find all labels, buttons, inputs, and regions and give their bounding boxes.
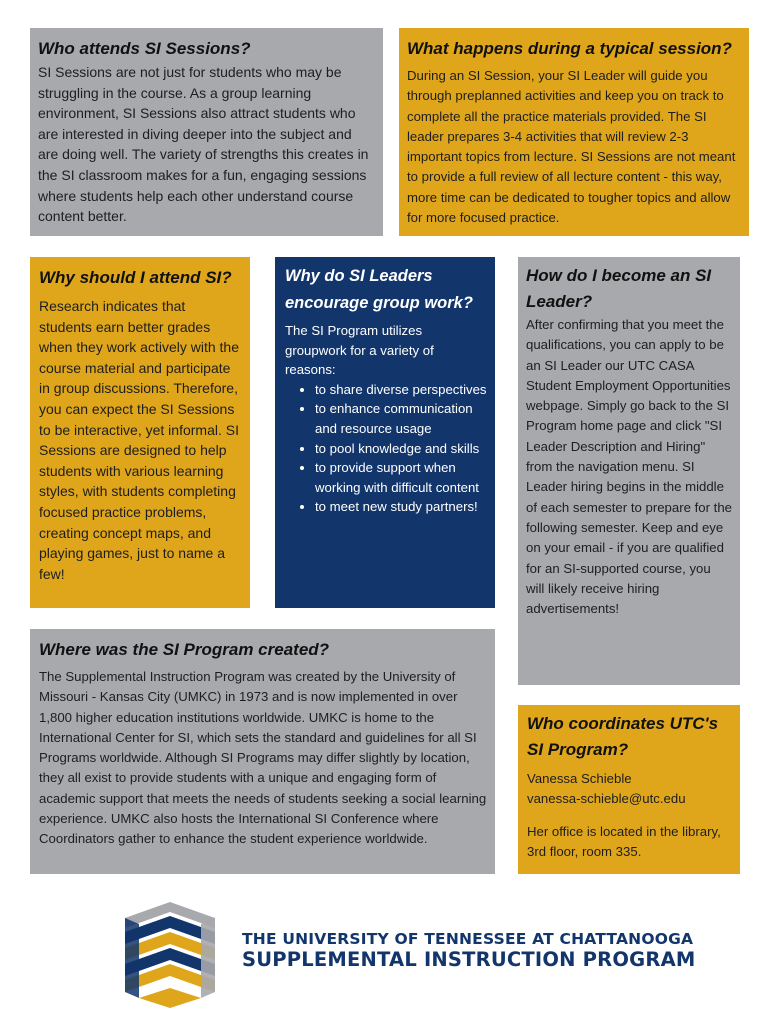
become-leader-card (518, 257, 740, 685)
why-attend-title: Why should I attend SI? (39, 268, 232, 287)
list-item: • to provide support when working with difficult content (315, 458, 487, 497)
list-item: • to share diverse perspectives (315, 380, 487, 400)
coordinator-office: Her office is located in the library, 3rd floor, room 335. (527, 823, 721, 859)
why-attend-card (30, 257, 250, 608)
footer-university-name: THE UNIVERSITY OF TENNESSEE AT CHATTANOOGA (242, 930, 694, 948)
group-work-list (285, 380, 487, 517)
coordinator-card (518, 705, 740, 874)
become-leader-title: How do I become an SI Leader? (526, 266, 712, 311)
created-title: Where was the SI Program created? (39, 640, 330, 659)
coordinator-email[interactable]: vanessa-schieble@utc.edu (527, 791, 686, 807)
utc-si-logo-mark (105, 900, 235, 1010)
created-body: The Supplemental Instruction Program was created by the University of Missouri - Kansas City (UMKC) in 1973 and is now implemented in over 1,800 higher education institutions worldwide. UMKC is home to the International Center for SI, which sets the standard and guidelines for all SI Programs worldwide. Although SI Programs may differ slightly by location, they all exist to provide students with a unique and engaging form of academic support that meets the needs of students seeking a social learning experience. UMKC also hosts the International SI Conference where Coordinators gather to enhance the student experience worldwide. (39, 669, 487, 847)
list-item: • to meet new study partners! (315, 497, 487, 517)
typical-session-title: What happens during a typical session? (407, 39, 732, 58)
group-work-title: Why do SI Leaders encourage group work? (285, 267, 473, 312)
typical-session-card (399, 28, 749, 236)
who-attends-card (30, 28, 383, 236)
who-attends-body: SI Sessions are not just for students who may be struggling in the course. As a group learning environment, SI Sessions also attract students who are interested in diving deeper into the subject and are doing well. The variety of strengths this creates in the SI classroom makes for a fun, engaging sessions where students help each other understand course content better. (38, 64, 369, 225)
group-work-card (275, 257, 495, 608)
why-attend-body: Research indicates that students earn better grades when they work actively with the course material and participate in group discussions. Therefore, you can expect the SI Sessions to be interactive, yet informal. SI Sessions are designed to help students with various learning styles, with students completing focused practice problems, creating concept maps, and playing games, just to name a few! (39, 298, 239, 582)
who-attends-title: Who attends SI Sessions? (38, 39, 251, 58)
typical-session-body: During an SI Session, your SI Leader will guide you through preplanned activities and keep you on track to complete all the practice materials provided. The SI leader prepares 3-4 activities that will review 2-3 important topics from lecture. SI Sessions are not meant to provide a full review of all lecture content - this way, more time can be dedicated to tougher topics and allow for more focused practice. (407, 68, 736, 226)
list-item: • to enhance communication and resource usage (315, 399, 487, 438)
coordinator-name: Vanessa Schieble (527, 771, 632, 786)
list-item: • to pool knowledge and skills (315, 439, 487, 459)
group-work-intro: The SI Program utilizes groupwork for a variety of reasons: (285, 323, 434, 378)
footer-program-name: SUPPLEMENTAL INSTRUCTION PROGRAM (242, 948, 696, 971)
become-leader-body: After confirming that you meet the qualifications, you can apply to be an SI Leader our UTC CASA Student Employment Opportunities webpage. Simply go back to the SI Program home page and click "SI Leader Description and Hiring" from the navigation menu. SI Leader hiring begins in the middle of each semester to prepare for the following semester. Keep and eye on your email - if you are qualified for an SI-supported course, you will likely receive hiring advertisements! (526, 317, 732, 617)
created-card (30, 629, 495, 874)
coordinator-title: Who coordinates UTC's SI Program? (527, 714, 719, 759)
